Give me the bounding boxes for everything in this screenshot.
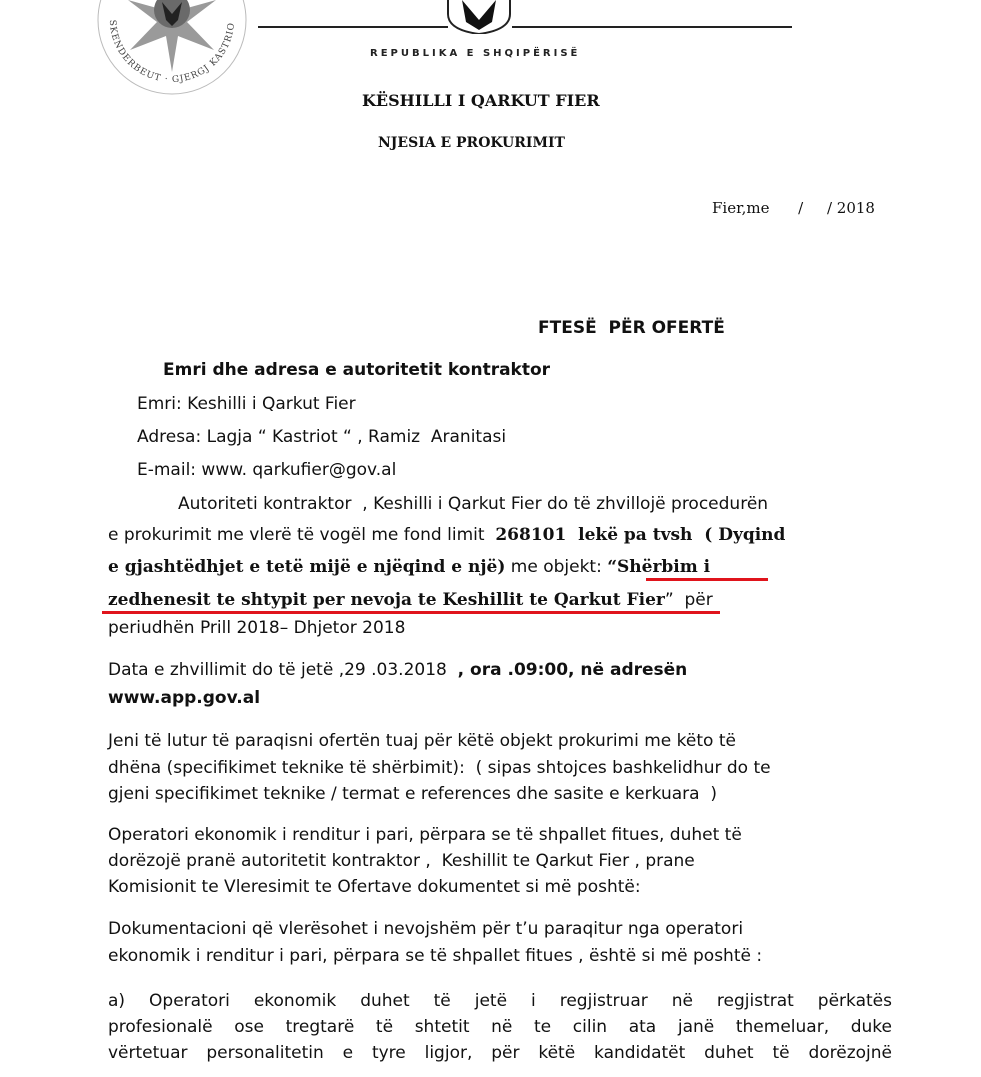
document-title: FTESË PËR OFERTË	[538, 318, 725, 338]
authority-address: Adresa: Lagja “ Kastriot “ , Ramiz Aranitasi	[137, 427, 507, 447]
p4-line-1: Operatori ekonomik i renditur i pari, përpara se të shpallet fitues, duhet të	[108, 825, 742, 845]
object-underline-1	[646, 578, 768, 581]
p1-line-2-text: e prokurimit me vlerë të vogël me fond limit	[108, 525, 496, 545]
object-underline-2	[102, 611, 720, 614]
p3-line-2: dhëna (specifikimet teknike të shërbimit): ( sipas shtojces bashkelidhur do te	[108, 758, 771, 778]
authority-email: E-mail: www. qarkufier@gov.al	[137, 460, 397, 480]
authority-name: Emri: Keshilli i Qarkut Fier	[137, 394, 356, 414]
object-line-tail: ” për	[664, 590, 713, 610]
p6-line-1: a) Operatori ekonomik duhet të jetë i regjistruar në regjistrat përkatës	[108, 991, 892, 1011]
p6-line-2: profesionalë ose tregtarë të shtetit në te cilin ata janë themeluar, duke	[108, 1017, 892, 1037]
council-seal	[92, 0, 252, 100]
header-rule-right	[512, 26, 792, 28]
time-and-address: , ora .09:00, në adresën	[457, 660, 688, 680]
eagle-emblem-icon	[440, 0, 518, 34]
procurement-website: www.app.gov.al	[108, 688, 261, 708]
header-rule-left	[258, 26, 448, 28]
p5-line-1: Dokumentacioni që vlerësohet i nevojshëm për t’u paraqitur nga operatori	[108, 919, 744, 939]
seal-emblem-icon	[92, 0, 252, 100]
object-title-start: “Shërbim i	[607, 557, 711, 577]
p6-line-3: vërtetuar personalitetin e tyre ligjor, për këtë kandidatët duhet të dorëzojnë	[108, 1043, 892, 1063]
unit-heading: NJESIA E PROKURIMIT	[378, 135, 565, 151]
fund-limit: 268101 lekë pa tvsh ( Dyqind	[495, 525, 786, 545]
seal-text: SKENDERBEUT · GJERGJ KASTRIO	[106, 19, 238, 86]
object-title-end: zedhenesit te shtypit per nevoja te Keshillit te Qarkut Fier	[108, 590, 665, 610]
p1-line-5: periudhën Prill 2018– Dhjetor 2018	[108, 618, 406, 638]
albania-emblem	[440, 0, 518, 34]
p4-line-3: Komisionit te Vleresimit te Ofertave dokumentet si më poshtë:	[108, 877, 641, 897]
council-heading: KËSHILLI I QARKUT FIER	[362, 91, 600, 110]
section-title: Emri dhe adresa e autoritetit kontraktor	[163, 360, 551, 380]
date-line: Fier,me / / 2018	[712, 199, 875, 217]
p4-line-2: dorëzojë pranë autoritetit kontraktor , Keshillit te Qarkut Fier , prane	[108, 851, 695, 871]
object-label: me objekt:	[505, 557, 608, 577]
p1-line-4	[108, 590, 713, 610]
date-of-procedure: Data e zhvillimit do të jetë ,29 .03.2018	[108, 660, 458, 680]
p3-line-1: Jeni të lutur të paraqisni ofertën tuaj për këtë objekt prokurimi me këto të	[108, 731, 736, 751]
p3-line-3: gjeni specifikimet teknike / termat e references dhe sasite e kerkuara )	[108, 784, 717, 804]
p1-line-3	[108, 557, 710, 577]
p5-line-2: ekonomik i renditur i pari, përpara se të shpallet fitues , është si më poshtë :	[108, 946, 763, 966]
p2-line-1	[108, 660, 687, 680]
fund-limit-words: e gjashtëdhjet e tetë mijë e njëqind e një)	[108, 557, 506, 577]
republic-heading: REPUBLIKA E SHQIPËRISË	[370, 48, 581, 59]
p1-line-2	[108, 525, 785, 545]
p1-line-1: Autoriteti kontraktor , Keshilli i Qarkut Fier do të zhvillojë procedurën	[178, 494, 769, 514]
